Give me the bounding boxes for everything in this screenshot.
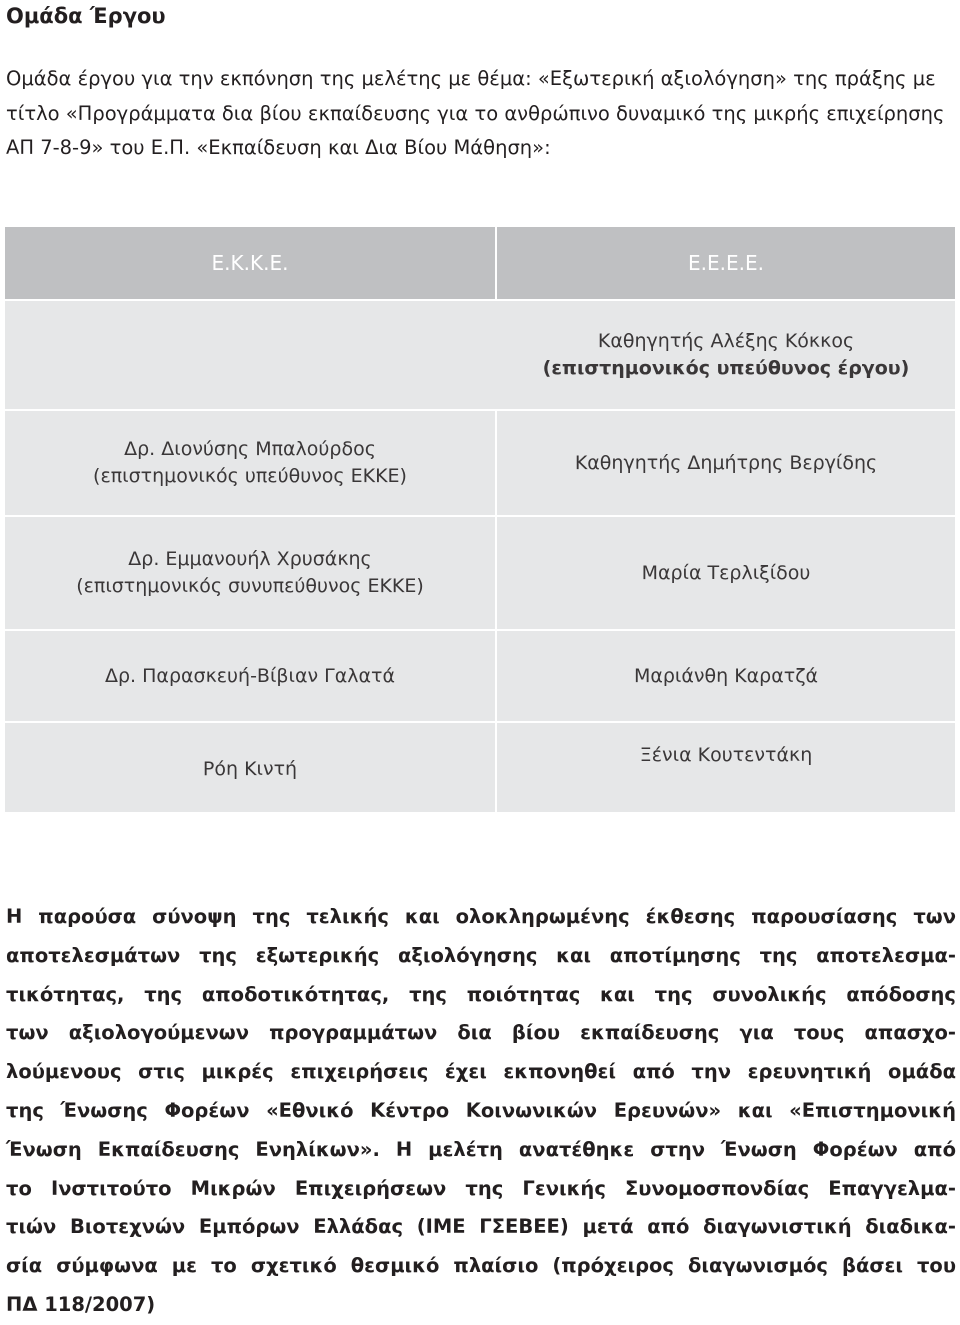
lead-cell [497,301,955,409]
summary-line: τικότητας, της αποδοτικότητας, της ποιότητας και της συνολικής απόδοσης [6,982,956,1006]
summary-line: τιών Βιοτεχνών Εμπόρων Ελλάδας (ΙΜΕ ΓΣΕΒΕΕ) μετά από διαγωνιστική διαδικα- [6,1215,956,1239]
row-divider [5,515,955,517]
member-name: Μαριάνθη Καρατζά [633,664,819,687]
row-divider [5,299,955,301]
member-cell-left [5,517,495,629]
member-cell-right [497,517,955,629]
header-cell-ekke [5,227,495,299]
row-divider [5,409,955,411]
member-cell-right [497,631,955,721]
member-cell-right [497,411,955,515]
header-eeee: Ε.Ε.Ε.Ε. [688,250,764,275]
summary-line: Ένωση Εκπαίδευσης Ενηλίκων». Η μελέτη ανατέθηκε στην Ένωση Φορέων από [6,1137,956,1161]
row-divider [5,629,955,631]
member-cell-right [497,723,955,812]
intro-paragraph [6,62,956,166]
lead-role: (επιστημονικός υπεύθυνος έργου) [542,357,910,379]
member-name: Ξένια Κουτεντάκη [639,744,813,766]
summary-line: της Ένωσης Φορέων «Εθνικό Κέντρο Κοινωνικών Ερευνών» και «Επιστημονική [6,1098,956,1122]
intro-line: ΑΠ 7-8-9» του Ε.Π. «Εκπαίδευση και Δια Βίου Μάθηση»: [6,136,551,159]
intro-line: τίτλο «Προγράμματα δια βίου εκπαίδευσης για το ανθρώπινο δυναμικό της μικρής επιχείρησης [6,101,945,125]
member-name: Δρ. Παρασκευή-Βίβιαν Γαλατά [105,664,395,687]
member-name: Ρόη Κιντή [202,758,298,780]
member-name: Μαρία Τερλιξίδου [641,561,811,584]
team-table [5,227,955,812]
intro-line: Ομάδα έργου για την εκπόνηση της μελέτης με θέμα: «Εξωτερική αξιολόγηση» της πράξης με [6,67,936,90]
member-name: Δρ. Εμμανουήλ Χρυσάκης [128,548,372,570]
summary-line: το Ινστιτούτο Μικρών Επιχειρήσεων της Γενικής Συνομοσπονδίας Επαγγελμα- [6,1176,956,1200]
page-title: Ομάδα Έργου [6,4,166,28]
summary-line: αποτελεσμάτων της εξωτερικής αξιολόγησης και αποτίμησης της αποτελεσμα- [6,943,956,967]
member-role: (επιστημονικός υπεύθυνος ΕΚΚΕ) [93,465,407,487]
member-cell-left [5,631,495,721]
member-name: Καθηγητής Δημήτρης Βεργίδης [574,451,878,474]
summary-line: των αξιολογούμενων προγραμμάτων δια βίου εκπαίδευσης για τους απασχο- [6,1021,956,1045]
summary-line: σία σύμφωνα με το σχετικό θεσμικό πλαίσιο (πρόχειρος διαγωνισμός βάσει του [6,1254,956,1278]
summary-line: ΠΔ 118/2007) [6,1292,156,1316]
header-ekke: Ε.Κ.Κ.Ε. [211,250,289,275]
member-role: (επιστημονικός συνυπεύθυνος ΕΚΚΕ) [76,575,424,597]
member-cell-left [5,411,495,515]
member-name: Δρ. Διονύσης Μπαλούρδος [124,438,376,460]
header-cell-eeee [497,227,955,299]
row-divider [5,721,955,723]
column-divider [495,227,497,299]
member-cell-left [5,723,495,812]
column-divider [495,411,497,812]
summary-line: Η παρούσα σύνοψη της τελικής και ολοκληρωμένης έκθεσης παρουσίασης των [6,905,956,928]
summary-line: λούμενους στις μικρές επιχειρήσεις έχει εκπονηθεί από την ερευνητική ομάδα [6,1060,956,1084]
summary-paragraph [6,898,956,1325]
lead-name: Καθηγητής Αλέξης Κόκκος [597,330,855,352]
